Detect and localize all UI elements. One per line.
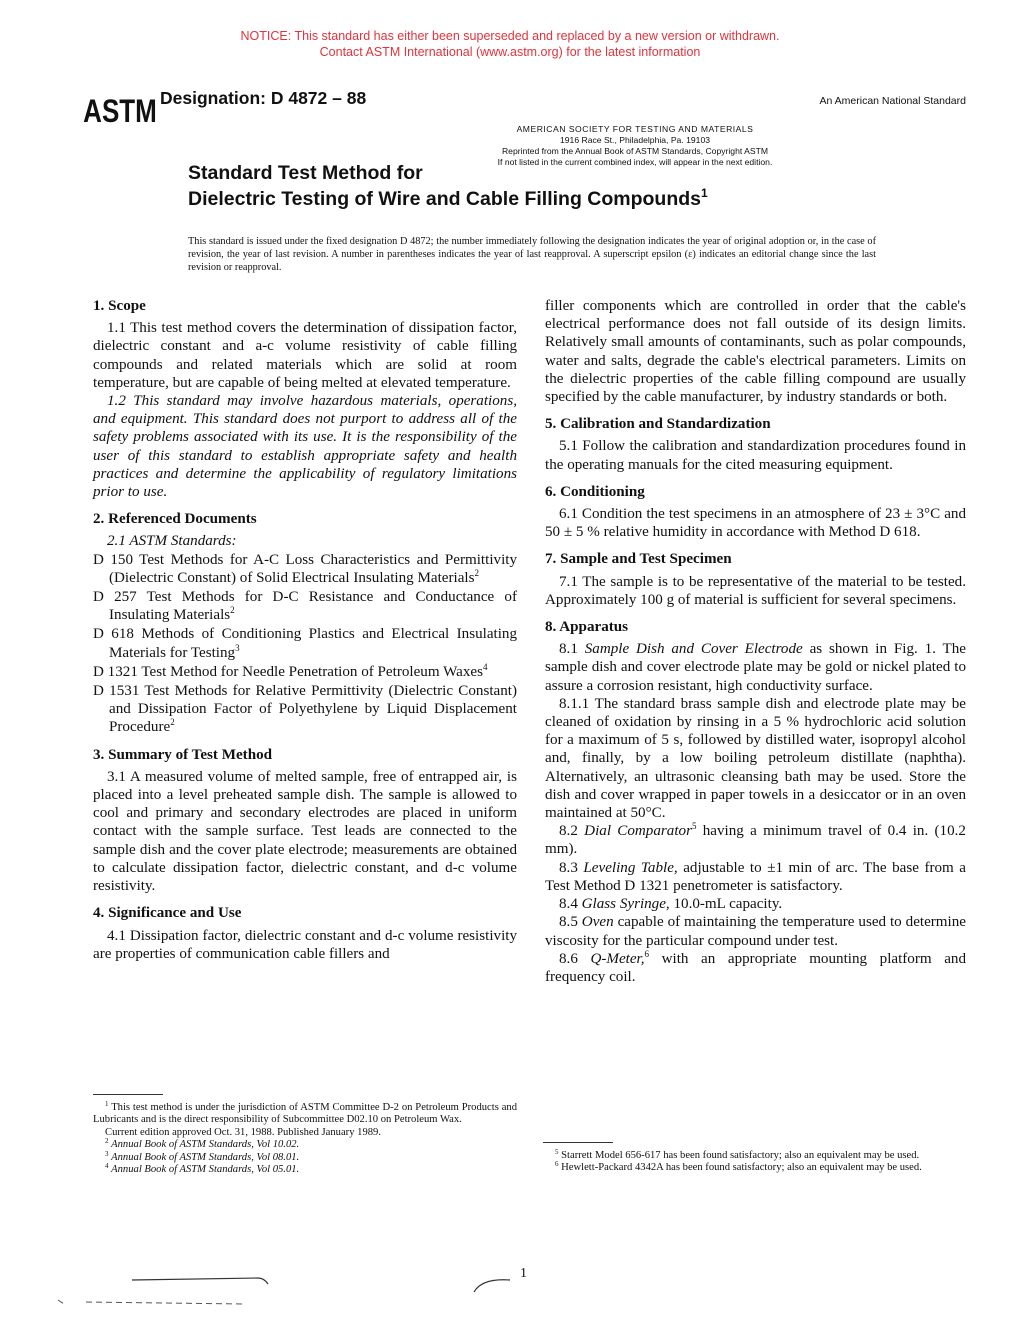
ref-d1531: [93, 682, 517, 737]
para-8-4-num: 8.4: [559, 896, 578, 913]
reprint-line-1: Reprinted from the Annual Book of ASTM Standards, Copyright ASTM: [501, 146, 769, 156]
footnote-2-text: Annual Book of ASTM Standards, Vol 10.02.: [111, 1139, 300, 1151]
astm-logo-icon: [83, 78, 157, 130]
section-7-heading: 7. Sample and Test Specimen: [545, 551, 732, 568]
para-8-1-1: 8.1.1 The standard brass sample dish and electrode plate may be cleaned of oxidation by rinsing in a 5 % hydrochloric acid solution for a maximum of 5 s, followed by distilled water, isopropyl alcohol and, finally, by a low boiling petroleum distillate (naphtha). Alternatively, an ultrasonic cleansing bath may be used. Store the dish and cover wrapped in paper towels in a desiccator or in an oven maintained at 50°C.: [545, 695, 966, 822]
society-address: 1916 Race St., Philadelphia, Pa. 19103: [559, 135, 711, 145]
title-line-1: Standard Test Method for: [188, 162, 423, 184]
scan-mark-bottom: [56, 1296, 256, 1310]
footnote-5-mark: 5: [555, 1148, 559, 1156]
reprint-line-2: If not listed in the current combined index, will appear in the next edition.: [497, 157, 773, 167]
footnote-2-mark: 2: [105, 1137, 109, 1146]
ref-d1321-fn: 4: [482, 661, 488, 672]
footnotes-right: [543, 1150, 966, 1175]
para-8-3: [545, 859, 966, 895]
para-8-6-num: 8.6: [559, 950, 578, 967]
para-8-6-term: Q-Meter,: [590, 950, 645, 967]
footnote-5: [543, 1150, 966, 1162]
para-8-6: [545, 950, 966, 986]
para-3-1: 3.1 A measured volume of melted sample, free of entrapped air, is placed into a level preheated sample dish. The sample is allowed to cool and primary and secondary electrodes are placed in uniform contact with the sample surface. Test leads are connected to the sample dish and the cover plate electrode; measurements are obtained to calculate dissipation factor, dielectric constant, and d-c volume resistivity.: [93, 768, 517, 895]
para-5-1: 5.1 Follow the calibration and standardization procedures found in the operating manuals for the cited measuring equipment.: [545, 438, 966, 473]
para-7-1: 7.1 The sample is to be representative of the material to be tested. Approximately 100 g of material is sufficient for several specimens.: [545, 573, 966, 608]
ref-d257-text: D 257 Test Methods for D-C Resistance and Conductance of Insulating Materials: [93, 589, 517, 624]
footnote-1-text: This test method is under the jurisdiction of ASTM Committee D-2 on Petroleum Products and Lubricants and is the direct responsibility of Subcommittee D02.10 on Petroleum Wax.: [93, 1102, 517, 1126]
footnote-1: [93, 1102, 517, 1127]
footnote-6-text: Hewlett-Packard 4342A has been found satisfactory; also an equivalent may be used.: [561, 1162, 922, 1174]
section-2-heading: 2. Referenced Documents: [93, 511, 257, 528]
para-8-2-rest: having a minimum travel of 0.4 in. (10.2 mm).: [545, 823, 966, 858]
para-8-2-term: Dial Comparator: [584, 823, 692, 840]
supersede-notice: [0, 28, 1020, 60]
title-footnote-mark: 1: [701, 186, 708, 200]
ref-d257-fn: 2: [230, 605, 235, 616]
para-8-4-term: Glass Syringe,: [581, 896, 670, 913]
footnote-6-mark: 6: [555, 1160, 559, 1169]
para-8-2-num: 8.2: [559, 823, 578, 840]
title-line-2-text: Dielectric Testing of Wire and Cable Filling Compounds: [188, 188, 702, 210]
footnote-3: [93, 1149, 517, 1164]
notice-line-1: NOTICE: This standard has either been superseded and replaced by a new version or withdrawn.: [240, 29, 780, 43]
ref-d150: [93, 551, 517, 587]
para-8-6-fn: 6: [644, 948, 650, 959]
footnote-6: [543, 1162, 966, 1174]
para-8-5-rest: capable of maintaining the temperature used to determine viscosity for the particular compound under test.: [545, 914, 966, 949]
society-name: AMERICAN SOCIETY FOR TESTING AND MATERIALS: [516, 124, 754, 134]
para-8-1: [545, 640, 966, 695]
section-5-heading: 5. Calibration and Standardization: [545, 416, 771, 433]
ref-d1531-fn: 2: [170, 717, 175, 728]
para-8-4-rest: 10.0-mL capacity.: [669, 896, 783, 913]
para-8-2: [545, 822, 966, 858]
ref-d618: [93, 625, 517, 661]
para-8-1-num: 8.1: [559, 641, 578, 658]
section-6-heading: 6. Conditioning: [545, 483, 645, 500]
astm-logo: [83, 78, 157, 130]
document-title: [188, 160, 828, 212]
para-8-5: [545, 913, 966, 949]
ref-d150-fn: 2: [474, 567, 479, 578]
para-8-5-term: Oven: [581, 914, 614, 931]
para-2-1: 2.1 ASTM Standards:: [107, 533, 237, 550]
footnote-rule-right: [543, 1142, 613, 1143]
ref-d257: [93, 588, 517, 624]
para-1-1: 1.1 This test method covers the determination of dissipation factor, dielectric constant and a-c volume resistivity of cable filling compounds and related materials which are solid at room temperature, but are capable of being melted at elevated temperature.: [93, 320, 517, 391]
ref-d1531-text: D 1531 Test Methods for Relative Permittivity (Dielectric Constant) and Dissipation Factor of Polyethylene by Liquid Displacement Procedure: [93, 683, 517, 736]
section-3-heading: 3. Summary of Test Method: [93, 746, 273, 763]
notice-line-2: Contact ASTM International (www.astm.org) for the latest information: [319, 45, 701, 59]
issued-note: This standard is issued under the fixed designation D 4872; the number immediately following the designation indicates the year of original adoption or, in the case of revision, the year of last revision. A number in parentheses indicates the year of last reapproval. A superscript epsilon (ε) indicates an editorial change since the last revision or reapproval.: [188, 236, 876, 273]
footnote-3-mark: 3: [105, 1149, 109, 1158]
para-8-3-rest: adjustable to ±1 min of arc. The base from a Test Method D 1321 penetrometer is satisfactory.: [545, 859, 967, 894]
para-8-1-rest: as shown in Fig. 1. The sample dish and cover electrode plate may be gold or nickel plated to assure a corrosion resistant, high conductivity surface.: [545, 641, 966, 694]
american-national-standard-label: An American National Standard: [819, 95, 966, 107]
section-8-heading: 8. Apparatus: [545, 619, 629, 636]
ref-d1321-text: D 1321 Test Method for Needle Penetration of Petroleum Waxes: [93, 663, 483, 680]
para-8-1-term: Sample Dish and Cover Electrode: [584, 641, 803, 658]
ref-d618-text: D 618 Methods of Conditioning Plastics and Electrical Insulating Materials for Testing: [93, 626, 517, 661]
para-8-3-term: Leveling Table,: [583, 859, 678, 876]
section-1-heading: 1. Scope: [93, 298, 146, 314]
footnote-rule-left: [93, 1094, 163, 1095]
para-6-1: 6.1 Condition the test specimens in an atmosphere of 23 ± 3°C and 50 ± 5 % relative humidity in accordance with Method D 618.: [545, 506, 966, 541]
para-4-1: 4.1 Dissipation factor, dielectric constant and d-c volume resistivity are properties of communication cable fillers and: [93, 927, 517, 962]
title-line-2: [188, 186, 828, 212]
para-8-4: [545, 895, 966, 913]
para-8-5-num: 8.5: [559, 914, 578, 931]
para-1-2: 1.2 This standard may involve hazardous materials, operations, and equipment. This standard does not purport to address all of the safety problems associated with its use. It is the responsibility of the user of this standard to establish appropriate safety and health practices and determine the applicability of regulatory limitations prior to use.: [93, 393, 517, 501]
para-8-2-fn: 5: [691, 821, 697, 832]
designation: Designation: D 4872 – 88: [160, 88, 367, 108]
footnote-1-mark: 1: [105, 1100, 109, 1108]
footnote-4: [93, 1164, 517, 1176]
footnote-1b: Current edition approved Oct. 31, 1988. Published January 1989.: [105, 1126, 381, 1138]
scan-mark-left: [130, 1264, 270, 1288]
ref-d150-text: D 150 Test Methods for A-C Loss Characteristics and Permittivity (Dielectric Constant) of Solid Electrical Insulating Materials: [93, 551, 517, 586]
ref-d618-fn: 3: [235, 642, 240, 653]
page-number: 1: [520, 1266, 527, 1281]
right-column: [545, 297, 966, 986]
astm-logo-lettering: ASTM: [83, 93, 157, 130]
section-4-heading: 4. Significance and Use: [93, 905, 242, 922]
para-8-6-rest: with an appropriate mounting platform and frequency coil.: [545, 950, 966, 985]
footnote-4-mark: 4: [105, 1162, 109, 1171]
ref-d1321: [93, 663, 517, 681]
footnote-2: [93, 1139, 517, 1151]
para-8-3-num: 8.3: [559, 859, 578, 876]
footnotes-left: [93, 1102, 517, 1176]
footnote-5-text: Starrett Model 656-617 has been found satisfactory; also an equivalent may be used.: [561, 1150, 920, 1161]
footnote-4-text: Annual Book of ASTM Standards, Vol 05.01.: [111, 1164, 300, 1176]
left-column: [93, 297, 517, 963]
para-4-1-continued: filler components which are controlled in order that the cable's electrical performance does not fall outside of its design limits. Relatively small amounts of contaminants, such as polar compounds, water and salts, degrade the cable's electrical parameters. Limits on the dielectric properties of the cable filling compound are usually specified by the cable manufacturer, by industry standards or both.: [545, 298, 966, 406]
footnote-3-text: Annual Book of ASTM Standards, Vol 08.01.: [111, 1151, 300, 1163]
